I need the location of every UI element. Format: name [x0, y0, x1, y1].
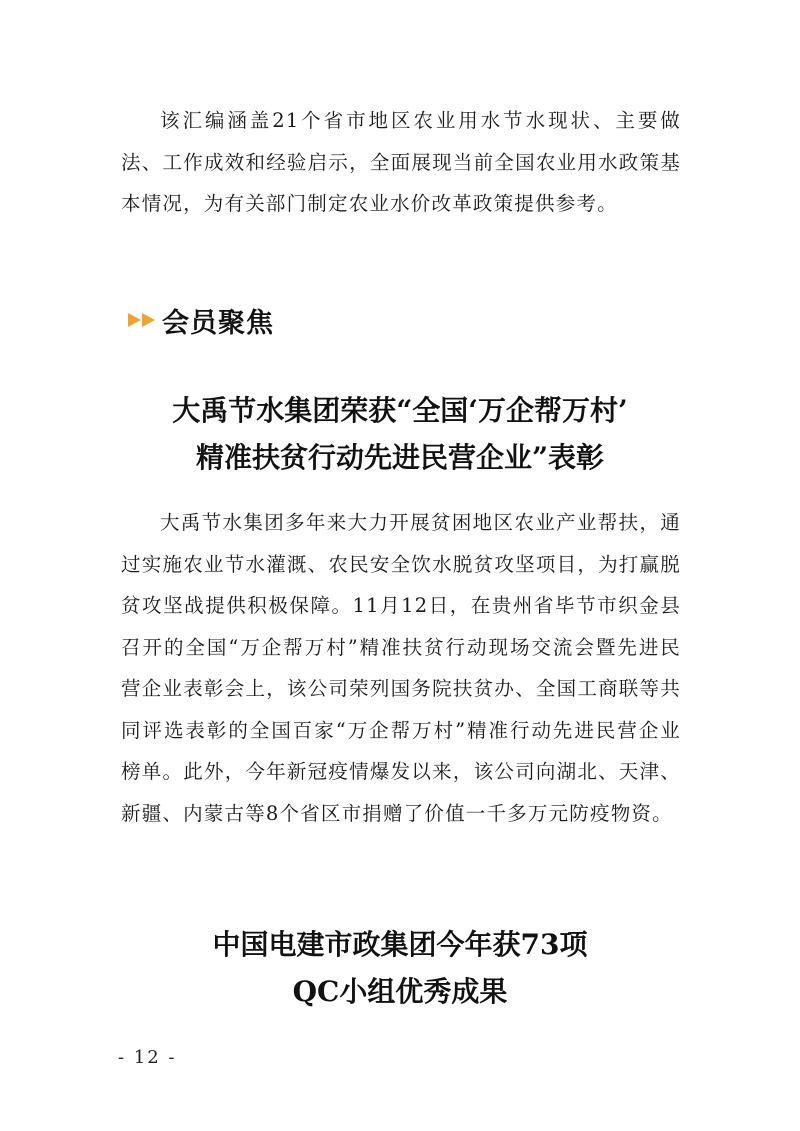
- article-title: [100, 387, 700, 481]
- article-title-2: [100, 921, 700, 1015]
- page-number: - 12 -: [118, 1047, 177, 1068]
- section-header: [128, 298, 274, 342]
- double-triangle-arrow-icon: [128, 313, 156, 327]
- intro-paragraph: 该汇编涵盖21个省市地区农业用水节水现状、主要做法、工作成效和经验启示，全面展现当前全国农业用水政策基本情况，为有关部门制定农业水价改革政策提供参考。: [121, 109, 681, 215]
- article-title-2-line-1: 中国电建市政集团今年获73项: [212, 928, 588, 961]
- article-title-line-2: 精准扶贫行动先进民营企业”表彰: [195, 441, 605, 474]
- section-title: 会员聚焦: [162, 307, 274, 339]
- article-title-line-1: 大禹节水集团荣获“全国‘万企帮万村’: [172, 394, 628, 427]
- article-body: 大禹节水集团多年来大力开展贫困地区农业产业帮扶，通过实施农业节水灌溉、农民安全饮水脱贫攻坚项目，为打赢脱贫攻坚战提供积极保障。11月12日，在贵州省毕节市织金县召开的全国“万企帮万村”精准扶贫行动现场交流会暨先进民营企业表彰会上，该公司荣列国务院扶贫办、全国工商联等共同评选表彰的全国百家“万企帮万村”精准行动先进民营企业榜单。此外，今年新冠疫情爆发以来，该公司向湖北、天津、新疆、内蒙古等8个省区市捐赠了价值一千多万元防疫物资。: [121, 511, 681, 825]
- article-title-2-line-2: QC小组优秀成果: [292, 975, 508, 1008]
